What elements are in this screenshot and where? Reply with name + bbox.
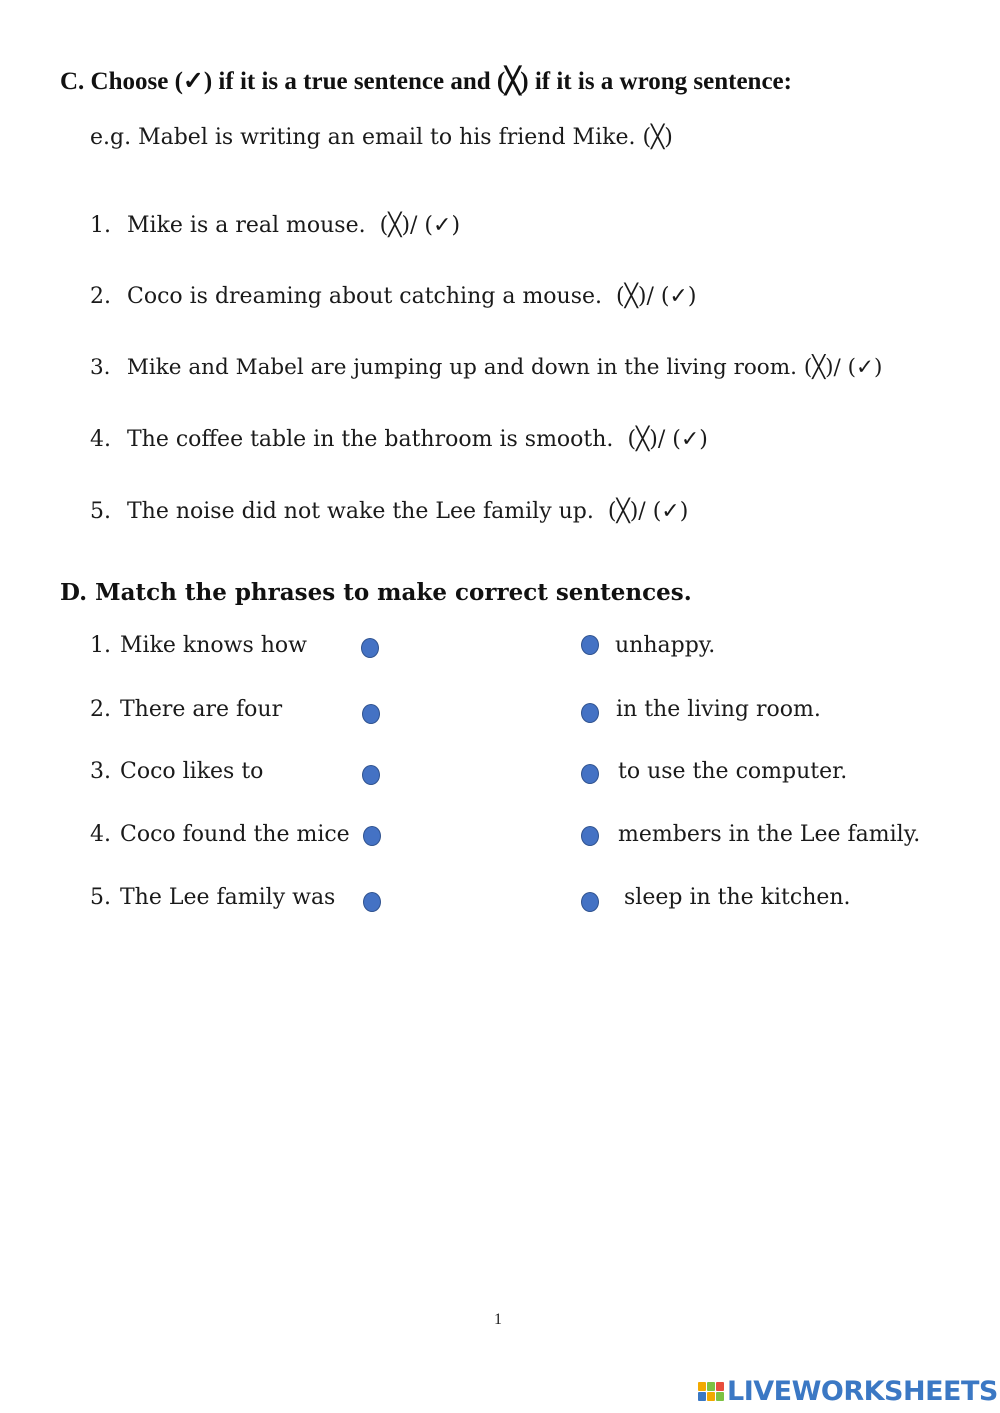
match-dot-left-1[interactable] xyxy=(361,638,379,658)
match-left-text: Coco likes to xyxy=(120,759,264,784)
statement-number: 1. xyxy=(90,213,111,238)
match-left-1 xyxy=(90,633,307,658)
section-d-heading: D. Match the phrases to make correct sentences. xyxy=(60,579,692,606)
logo-text: LIVEWORKSHEETS xyxy=(727,1376,998,1407)
match-left-text: Mike knows how xyxy=(120,633,308,658)
match-dot-right-5[interactable] xyxy=(581,892,599,912)
statement-text: Mike and Mabel are jumping up and down in the living room. xyxy=(126,355,797,380)
statement-number: 5. xyxy=(90,499,111,524)
true-false-choice[interactable]: (╳)/ (✓) xyxy=(803,355,883,380)
match-right-4: members in the Lee family. xyxy=(618,822,921,847)
match-number: 1. xyxy=(90,633,111,658)
match-right-3: to use the computer. xyxy=(618,759,848,784)
match-number: 4. xyxy=(90,822,111,847)
match-dot-right-4[interactable] xyxy=(581,826,599,846)
statement-text: Mike is a real mouse. xyxy=(127,213,366,238)
match-dot-right-3[interactable] xyxy=(581,764,599,784)
true-false-choice[interactable]: (╳)/ (✓) xyxy=(607,499,689,524)
match-left-text: The Lee family was xyxy=(120,885,336,910)
match-left-4 xyxy=(90,822,350,847)
true-false-choice[interactable]: (╳)/ (✓) xyxy=(627,427,708,452)
match-number: 2. xyxy=(90,697,111,722)
section-c-example: e.g. Mabel is writing an email to his friend Mike. (╳) xyxy=(90,125,673,150)
match-dot-left-5[interactable] xyxy=(363,892,381,912)
statement-4 xyxy=(90,427,708,452)
statement-number: 2. xyxy=(90,284,111,309)
section-c-heading: C. Choose (✓) if it is a true sentence and (╳) if it is a wrong sentence: xyxy=(60,68,792,95)
statement-text: The coffee table in the bathroom is smooth. xyxy=(127,427,614,452)
liveworksheets-logo xyxy=(698,1376,998,1407)
statement-2 xyxy=(90,284,696,309)
page-number: 1 xyxy=(494,1311,502,1328)
statement-3 xyxy=(90,355,882,380)
statement-number: 4. xyxy=(90,427,111,452)
statement-number: 3. xyxy=(90,355,111,380)
match-left-5 xyxy=(90,885,335,910)
statement-1 xyxy=(90,213,460,238)
match-dot-left-3[interactable] xyxy=(362,765,380,785)
match-right-2: in the living room. xyxy=(616,697,821,722)
match-number: 5. xyxy=(90,885,111,910)
match-dot-right-2[interactable] xyxy=(581,703,599,723)
match-left-text: Coco found the mice xyxy=(120,822,350,847)
statement-text: Coco is dreaming about catching a mouse. xyxy=(127,284,603,309)
true-false-choice[interactable]: (╳)/ (✓) xyxy=(379,213,461,238)
true-false-choice[interactable]: (╳)/ (✓) xyxy=(616,284,697,309)
match-dot-left-4[interactable] xyxy=(363,826,381,846)
match-left-2 xyxy=(90,697,282,722)
match-number: 3. xyxy=(90,759,111,784)
statement-5 xyxy=(90,499,688,524)
match-left-3 xyxy=(90,759,263,784)
match-dot-left-2[interactable] xyxy=(362,704,380,724)
match-right-5: sleep in the kitchen. xyxy=(624,885,851,910)
match-right-1: unhappy. xyxy=(615,633,716,658)
match-left-text: There are four xyxy=(120,697,283,722)
logo-mark-icon xyxy=(698,1382,724,1401)
match-dot-right-1[interactable] xyxy=(581,635,599,655)
statement-text: The noise did not wake the Lee family up. xyxy=(127,499,594,524)
